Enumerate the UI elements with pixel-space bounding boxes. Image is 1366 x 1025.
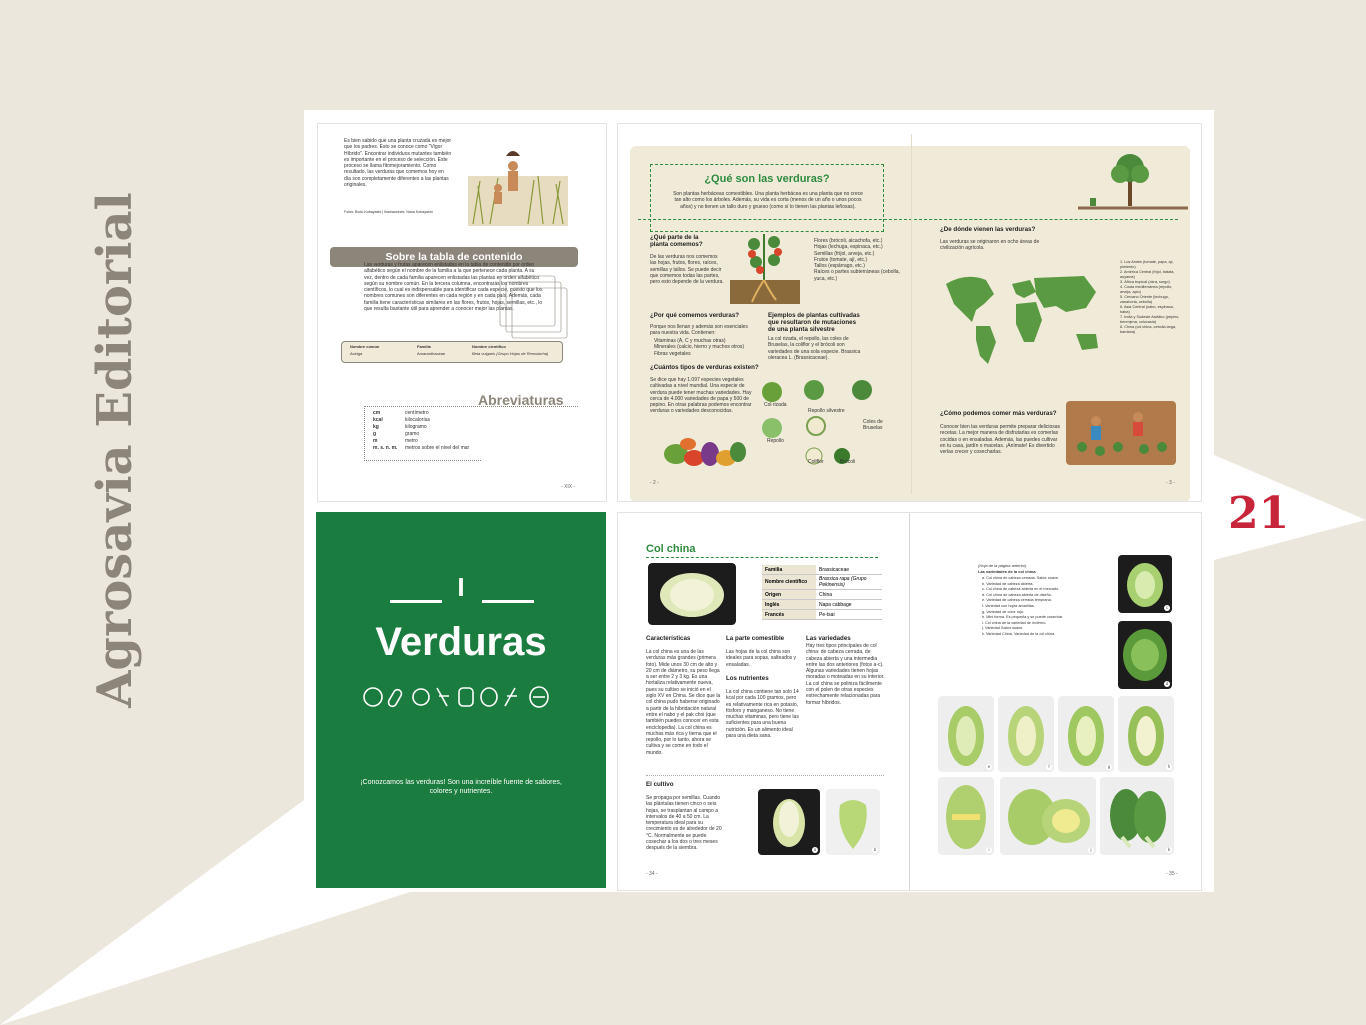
abbr-meaning: kilogramo: [405, 424, 427, 430]
table-key: Inglés: [762, 600, 816, 610]
why-list: [654, 338, 754, 357]
var-text: Hay tres tipos principales de col china: de cabeza cerrada, de cabeza abierta y una intermedia entre las dos anteriores (fotos a-c). Algunas variedades tienen hojas moradas o moteadas en su interior. La col china se poliniza fácilmente con el polen de otras especies estrechamente relacionadas para formar híbridos.: [806, 643, 885, 706]
parts-item: Raíces o partes subterráneas (cebolla, yuca, etc.): [814, 269, 900, 282]
origin-item: 1. Los Andes (tomate, papa, ají, pimiento): [1120, 260, 1174, 269]
folio: - XIX -: [561, 484, 576, 490]
question-box: [650, 164, 884, 232]
more-text: Conocer bien las verduras permite preparar deliciosas recetas. La mejor manera de disfrutarlas es comerlas cocidas o en ensaladas. Además, las puedes cultivar en tu casa, jardín o macetas. ¡Anímate! Es divertido verlas crecer y cosecharlas.: [940, 424, 1061, 456]
photo-label: f: [1046, 764, 1052, 770]
parts-item: Semillas (fríjol, arveja, etc.): [814, 250, 875, 257]
caption-item: k. Variedad China. Variedad de la col china.: [982, 631, 1056, 636]
plant-label: Brócoli: [840, 459, 856, 465]
origin-item: 3. África tropical (okra, sorgo): [1120, 280, 1170, 284]
vegetable-title: Col china: [646, 543, 696, 555]
section-title-bar: Sobre la tabla de contenido: [330, 247, 578, 267]
parts-text: De las verduras nos comemos las hojas, frutos, flores, raíces, semillas y tallos. Se puede decir que comemos todas las partes, pero esto depende de la verdura.: [650, 254, 724, 286]
origin-list: [1120, 260, 1180, 335]
photo-label: j: [1088, 847, 1094, 853]
spread-intro: Son plantas herbáceas comestibles. Una planta herbácea es una planta que no crece tan alto como los árboles. Además, su vida es corta (menos de un año o unos pocos años) y no tienen un tallo duro y grueso (como sí lo tienen las plantas leñosas).: [673, 191, 863, 210]
section-text: Las verduras y frutas aparecen enlistadas en la tabla de contenido por orden alfabético según el nombre de la familia a la que pertenece cada planta. A su vez, dentro de cada familia aparecen enlistadas las plantas en orden alfabético según su nombre común. En la tercera columna, encontrarás los nombres científicos, lo cual es indispensable para identificar cada especie, puesto que los nombres comunes son diferentes en cada región y en cada país. Además, cada familia tiene características similares en las flores, frutos, hojas, semillas, etc., lo que resulta bastante útil para aprender a conocer mejor las plantas.: [364, 262, 543, 313]
abbr-meaning: centímetro: [405, 410, 429, 416]
table-value: Napa cabbage: [816, 600, 882, 610]
abbr-item: cm: [373, 410, 381, 416]
caption-list: [982, 576, 1112, 638]
brand-name: Agrosavia Editorial: [87, 192, 143, 708]
crop-heading: El cultivo: [646, 781, 674, 788]
table-key: Familia: [762, 565, 816, 575]
caption-item: e. Variedad de cabeza cerrada temprana.: [982, 598, 1052, 603]
caption-intro: (Hoja de la página anterior): [978, 563, 1027, 568]
parts-list: [814, 238, 904, 282]
char-text: La col china es una de las verduras más grandes (primera foto). Mide unos 30 cm de alto y 20 cm de diámetro, su peso llega a ser entre 2 y 3 kg. Es una hortaliza relativamente nueva, pues su cultivo se inició en el siglo XV en China. Se dice que la col china pudo haberse originado a partir de la hibridación natural entre el nabo y el pak choi (que también puedes conocer en esta enciclopedia). La col china es muchas más rica y tierna que el repollo, por lo tanto, ahora se cultiva y se come en todo el mundo.: [646, 649, 721, 756]
center-fold: [909, 513, 910, 890]
abbr-item: g: [373, 431, 377, 437]
cabbage-photo-f: [998, 696, 1054, 772]
parts-item: Tallos (espárrago, etc.): [814, 263, 865, 270]
cabbage-photo-c: [1118, 555, 1172, 613]
vegetable-icons-row: [361, 684, 561, 710]
chapter-title: Verduras: [375, 620, 547, 664]
example-header-family: Familia: [417, 344, 431, 349]
folio-right: - 3 -: [1166, 480, 1175, 486]
caption-item: j. Variedad Sabor suave.: [982, 626, 1024, 631]
cabbage-photo-a: [758, 789, 820, 855]
cabbage-photo-e: [938, 696, 994, 772]
example-header-common: Nombre común: [350, 344, 380, 349]
brand-vertical-title: [60, 192, 170, 708]
origin-item: 7. India y Sudeste Asiático (pepino, berenjena, colocasia): [1120, 315, 1180, 324]
plant-label: Col rizada: [764, 402, 787, 408]
examples-text: La col rizada, el repollo, las coles de Bruselas, la coliflor y el brócoli son variedades de una sola especie. Brassica oleracea L. (Brassicaceae).: [768, 336, 861, 361]
photo-label: k: [1167, 847, 1171, 852]
photo-label: i: [986, 847, 992, 853]
var-heading: Las variedades: [806, 635, 851, 642]
origin-item: 6. Asia Central (nabo, espinaca, haba): [1120, 305, 1174, 314]
cabbage-photo-k: [1100, 777, 1174, 855]
dashed-divider: [638, 219, 1178, 220]
abbr-meaning: gramo: [405, 431, 420, 437]
why-item: Minerales (calcio, hierro y muchos otros): [654, 344, 745, 351]
cabbage-photo-h: [1118, 696, 1174, 772]
abbr-item: m: [373, 438, 378, 444]
table-row: [762, 575, 882, 590]
abbr-meaning: metros sobre el nivel del mar: [405, 445, 470, 451]
photo-label: b: [873, 847, 877, 852]
caption-item: a. Col china de cabeza cerrada. Sabor suave.: [982, 576, 1060, 580]
crop-divider: [646, 775, 884, 776]
abbreviations-title: Abreviaturas: [478, 392, 564, 408]
table-value: Brassicaceae: [816, 565, 882, 575]
rule-right: [482, 600, 534, 603]
examples-heading: Ejemplos de plantas cultivadas que resultaron de mutaciones de una planta silvestre: [768, 312, 860, 333]
chapter-number: I: [457, 572, 465, 602]
parts-heading: ¿Qué parte de la planta comemos?: [650, 234, 703, 248]
table-row: [762, 610, 882, 620]
origin-heading: ¿De dónde vienen las verduras?: [940, 226, 1036, 233]
table-key: Nombre científico: [762, 575, 816, 590]
caption-item: c. Col china de cabeza abierta en el mercado.: [982, 587, 1060, 592]
why-item: Vitaminas (A, C y muchas otras): [654, 338, 726, 344]
table-row: [762, 600, 882, 610]
origin-item: 2. América Central (fríjol, batata, auyama): [1120, 270, 1175, 279]
title-underline: [646, 557, 878, 558]
origin-item: 4. Costa mediterránea (repollo, arveja, apio): [1120, 285, 1173, 294]
example-family: Amaranthaceae: [417, 351, 446, 356]
folio-right: - 35 -: [1166, 871, 1178, 877]
photo-label: a: [813, 847, 817, 852]
world-map: [936, 264, 1106, 374]
nutri-heading: Los nutrientes: [726, 675, 769, 682]
abbr-item: kg: [373, 424, 379, 430]
caption-item: i. Col china de la variedad de invierno.: [982, 620, 1047, 625]
types-text: Se dice que hay 1.097 especies vegetales cultivadas a nivel mundial. Una especie de verdura puede tener muchas variedades. Hay cerca de 4.000 variedades de papa y 500 de pepino. En otras palabras podemos encontrar verduras o variedades desconocidas.: [650, 377, 752, 415]
table-value: China: [816, 590, 882, 600]
photo-credit: Fotos: Bodo Kobayashi | Ilustraciones: Nana Kobayashi: [344, 210, 433, 214]
plant-parts-illustration: [726, 224, 806, 304]
photo-label: e: [987, 764, 991, 769]
caption-item: b. Variedad de cabeza abierta.: [982, 581, 1034, 586]
abbr-meaning: metro: [405, 438, 418, 444]
chapter-opener-page: [316, 512, 606, 888]
page-34-35: [617, 512, 1202, 891]
caption-item: g. Variedad de color rojo.: [982, 609, 1025, 614]
plant-label: Repollo: [767, 438, 784, 444]
part-text: Las hojas de la col china son ideales para sopas, salteados y ensaladas.: [726, 649, 797, 668]
table-value: Brassica rapa (Grupo Pekinensis): [816, 575, 882, 590]
photo-label: c: [1165, 605, 1169, 610]
table-row: [762, 590, 882, 600]
catalog-page-number: 21: [1228, 488, 1290, 539]
page-2-3: [617, 123, 1202, 502]
table-key: Origen: [762, 590, 816, 600]
cabbage-photo-g: [1058, 696, 1114, 772]
cabbage-photo-main: [648, 563, 736, 625]
photo-label: g: [1107, 764, 1111, 769]
tree-illustration: [1078, 146, 1188, 216]
intro-text: Es bien sabido que una planta cruzada es mejor que los padres. Esto se conoce como "Vigor Híbrido". Encontrar individuos mutantes también es importante en el proceso de selección. Este proceso se llama fitomejoramiento. Como resultado, las verduras que comemos hoy en día son completamente diferentes a las plantas originales.: [344, 138, 452, 189]
part-heading: La parte comestible: [726, 635, 785, 642]
photo-label: d: [1165, 681, 1169, 686]
caption-item: f. Variedad con hojas amarillas.: [982, 603, 1035, 608]
example-row-box: [341, 341, 563, 363]
plant-label: Coliflor: [808, 459, 824, 465]
table-key: Francés: [762, 610, 816, 620]
plant-label: Coles de Bruselas: [863, 419, 883, 432]
crop-text: Se propaga por semillas. Cuando las plántulas tienen cinco o seis hojas, se trasplantan al campo a intervalos de 40 a 50 cm. La temperatura ideal para su crecimiento es de alrededor de 20 °C. Normalmente se puede cosechar a los dos o tres meses después de la siembra.: [646, 795, 722, 852]
example-common: Acelga: [350, 351, 363, 356]
cabbage-photo-b: [826, 789, 880, 855]
abbr-item: m. s. n. m.: [373, 445, 398, 451]
table-value: Pe-tsai: [816, 610, 882, 620]
facts-table: [762, 565, 882, 620]
abbr-item: kcal: [373, 417, 383, 423]
parts-item: Frutos (tomate, ají, etc.): [814, 256, 868, 263]
parts-item: Flores (brócoli, alcachofa, etc.): [814, 238, 883, 244]
why-heading: ¿Por qué comemos verduras?: [650, 312, 740, 319]
example-scientific: Beta vulgaris (Grupo Hojas de Remolacha): [472, 351, 549, 356]
page-xix: [317, 123, 607, 502]
origin-text: Las verduras se originaron en ocho áreas de civilización agrícola.: [940, 239, 1040, 252]
folio-left: - 34 -: [646, 871, 658, 877]
more-heading: ¿Cómo podemos comer más verduras?: [940, 410, 1057, 417]
example-header-scientific: Nombre científico: [472, 344, 506, 349]
nutri-text: La col china contiene tan solo 14 kcal por cada 100 gramos, pero es relativamente rica en potasio, fósforo y manganeso. No tiene muchas vitaminas, pero tiene las suficientes para una buena nutrición. Es un alimento ideal para una dieta sana.: [726, 689, 799, 740]
vegetables-illustration: [658, 424, 748, 474]
caption-heading: Las variedades de la col china: [978, 569, 1036, 574]
cabbage-photo-j: [1000, 777, 1096, 855]
why-item: Fibras vegetales: [654, 350, 691, 357]
char-heading: Características: [646, 635, 691, 642]
gardening-illustration: [1066, 401, 1176, 465]
abbreviations-divider: [364, 406, 578, 407]
why-text: Porque nos llenan y además son esenciales para nuestra vida. Contienen:: [650, 324, 748, 337]
cabbage-photo-i: [938, 777, 994, 855]
origin-item: 8. China (col china, cebolla larga, bardana): [1120, 325, 1177, 334]
chapter-intro: ¡Conozcamos las verduras! Son una increíble fuente de sabores, colores y nutrientes.: [360, 779, 562, 795]
types-heading: ¿Cuántos tipos de verduras existen?: [650, 364, 759, 371]
caption-item: d. Col china de cabeza abierta de diseño.: [982, 592, 1052, 597]
plant-label: Repollo silvestre: [808, 408, 845, 414]
folio-left: - 2 -: [650, 480, 659, 486]
abbreviations-list: [364, 408, 481, 461]
photo-label: h: [1167, 764, 1171, 769]
parts-item: Hojas (lechuga, espinaca, etc.): [814, 244, 883, 251]
table-row: [762, 565, 882, 575]
caption-item: h. Mini forma. Es pequeña y se puede cosechar.: [982, 615, 1064, 620]
origin-item: 5. Cercano Oriente (lechuga, zanahoria, cebolla): [1120, 295, 1169, 304]
spread-title: ¿Qué son las verduras?: [704, 173, 830, 185]
center-fold: [911, 134, 912, 494]
cabbage-photo-d: [1118, 621, 1172, 689]
abbr-meaning: kilocalorías: [405, 417, 431, 423]
